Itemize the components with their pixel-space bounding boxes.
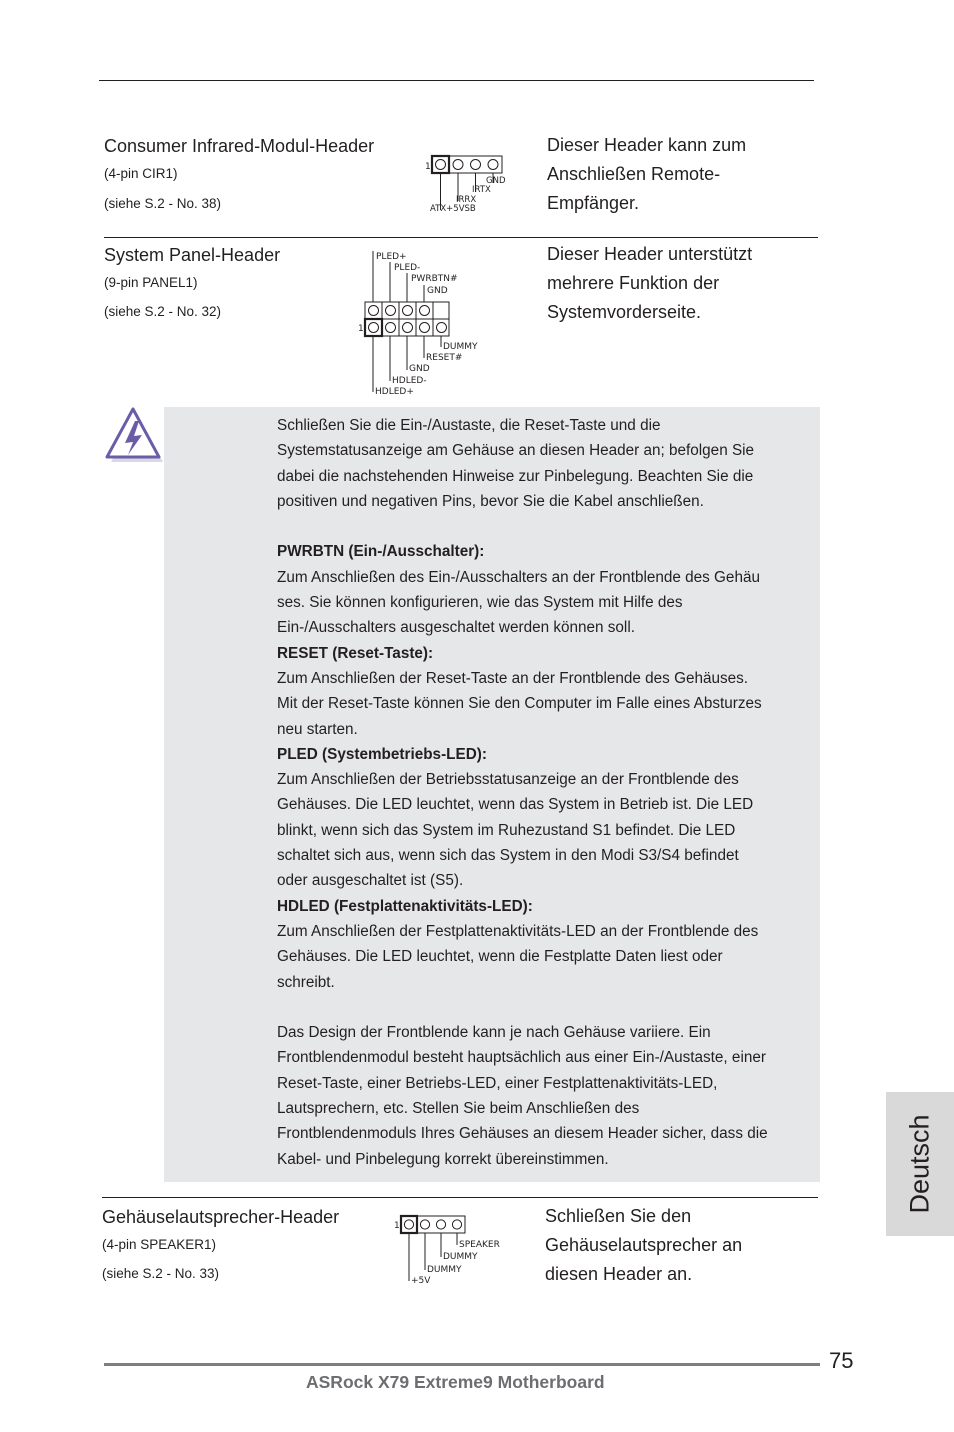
speaker-pin: [404, 1220, 413, 1229]
panel-pin: [386, 306, 396, 316]
panel-dummy-label: DUMMY: [443, 342, 478, 352]
note-line: Gehäuses. Die LED leuchtet, wenn das System in Betrieb ist. Die LED: [277, 796, 754, 814]
cir-pin1-label: 1: [425, 162, 431, 172]
note-line: Frontblendenmoduls Ihres Gehäuses an diesem Header sicher, dass die: [277, 1125, 768, 1143]
note-line: Ein-/Ausschalters ausgeschaltet werden können soll.: [277, 619, 635, 637]
panel-pin: [369, 306, 379, 316]
speaker-pin-block: [401, 1216, 465, 1233]
speaker-pin: [420, 1220, 429, 1229]
panel-pin: [403, 306, 413, 316]
panel-desc-line: mehrere Funktion der: [547, 273, 720, 293]
top-rule: [99, 80, 814, 81]
speaker-dummy-label: DUMMY: [443, 1252, 478, 1262]
note-line: Mit der Reset-Taste können Sie den Computer im Falle eines Absturzes: [277, 695, 762, 713]
note-line: Gehäuses. Die LED leuchtet, wenn die Festplatte Daten liest oder: [277, 948, 723, 966]
panel-pin: [420, 306, 430, 316]
speaker-pin: [452, 1220, 461, 1229]
panel-pin-count: (9-pin PANEL1): [104, 275, 198, 290]
panel-reset-label: RESET#: [426, 353, 463, 363]
speaker-pin1-marker: [401, 1216, 417, 1233]
note-text: [277, 413, 822, 1172]
cir-desc-line: Dieser Header kann zum: [547, 135, 747, 155]
cir-desc-line: Empfänger.: [547, 193, 640, 213]
cir-atx-label: ATX+5VSB: [430, 204, 476, 214]
note-line: [277, 514, 822, 539]
panel-pin: [386, 323, 396, 333]
note-line: Lautsprechern, etc. Stellen Sie beim Anschließen des: [277, 1100, 640, 1118]
note-line: Reset-Taste, einer Betriebs-LED, einer Festplattenaktivitäts-LED,: [277, 1074, 718, 1092]
cir-gnd-label: GND: [486, 176, 506, 186]
cir-pin-count: (4-pin CIR1): [104, 166, 178, 181]
speaker-pin-count: (4-pin SPEAKER1): [102, 1237, 217, 1252]
panel-pin: [403, 323, 413, 333]
cir-title: Consumer Infrared-Modul-Header: [104, 136, 375, 156]
speaker-title: Gehäuselautsprecher-Header: [102, 1207, 340, 1227]
cir-irtx-label: IRTX: [472, 185, 491, 195]
panel-pin: [437, 323, 447, 333]
note-heading: RESET (Reset-Taste):: [277, 644, 434, 662]
language-tab-label: Deutsch: [904, 1114, 935, 1214]
note-line: Zum Anschließen der Betriebsstatusanzeige an der Frontblende des: [277, 771, 739, 789]
speaker-speaker-label: SPEAKER: [459, 1240, 500, 1250]
panel-title: System Panel-Header: [104, 245, 281, 265]
note-line: dabei die nachstehenden Hinweise zur Pinbelegung. Beachten Sie die: [277, 467, 754, 485]
note-line: neu starten.: [277, 720, 358, 738]
speaker-dummy-label: DUMMY: [427, 1265, 462, 1275]
speaker-desc-line: Gehäuselautsprecher an: [545, 1235, 743, 1255]
panel-header-diagram: [357, 246, 487, 396]
note-line: Das Design der Frontblende kann je nach Gehäuse variiere. Ein: [277, 1024, 711, 1042]
panel-pled-minus-label: PLED-: [394, 263, 421, 273]
speaker-desc-line: diesen Header an.: [545, 1264, 693, 1284]
footer-title: ASRock X79 Extreme9 Motherboard: [306, 1372, 605, 1392]
note-line: schreibt.: [277, 973, 335, 991]
note-line: schaltet sich aus, wenn sich das System in den Modi S3/S4 befindet: [277, 847, 739, 865]
section-divider: [102, 1197, 818, 1198]
panel-gnd-top-label: GND: [427, 286, 448, 296]
note-line: positiven und negativen Pins, bevor Sie die Kabel anschließen.: [277, 492, 704, 510]
note-line: Frontblendenmodul besteht hauptsächlich aus einer Ein-/Austaste, einer: [277, 1049, 766, 1067]
speaker-pin1-label: 1: [394, 1221, 400, 1231]
panel-desc-line: Systemvorderseite.: [547, 302, 702, 322]
note-heading: HDLED (Festplattenaktivitäts-LED):: [277, 897, 533, 915]
cir-pin-block: [432, 156, 502, 173]
footer-rule: [104, 1363, 820, 1366]
cir-pin: [471, 160, 481, 170]
panel-desc-line: Dieser Header unterstützt: [547, 244, 753, 264]
panel-pin: [420, 323, 430, 333]
speaker-description: [545, 1202, 742, 1289]
warning-icon: [104, 405, 166, 465]
cir-pin1-marker: [432, 156, 449, 173]
cir-page-ref: (siehe S.2 - No. 38): [104, 196, 222, 211]
panel-gnd-bottom-label: GND: [409, 364, 430, 374]
panel-pin1-label: 1: [358, 324, 364, 334]
panel-page-ref: (siehe S.2 - No. 32): [104, 304, 222, 319]
speaker-desc-line: Schließen Sie den: [545, 1206, 692, 1226]
panel-hdled-minus-label: HDLED-: [392, 376, 427, 386]
note-line: Kabel- und Pinbelegung korrekt übereinstimmen.: [277, 1150, 609, 1168]
note-line: Zum Anschließen der Reset-Taste an der Frontblende des Gehäuses.: [277, 669, 749, 687]
note-line: Zum Anschließen der Festplattenaktivitäts-LED an der Frontblende des: [277, 922, 759, 940]
cir-desc-line: Anschließen Remote-: [547, 164, 721, 184]
speaker-page-ref: (siehe S.2 - No. 33): [102, 1266, 220, 1281]
panel-pwrbtn-label: PWRBTN#: [411, 274, 458, 284]
cir-pin: [436, 160, 446, 170]
language-tab: [886, 1092, 954, 1236]
note-line: oder ausgeschaltet ist (S5).: [277, 872, 464, 890]
speaker-header-diagram: [393, 1211, 505, 1287]
panel-hdled-plus-label: HDLED+: [375, 387, 414, 396]
page-number: 75: [829, 1348, 854, 1373]
note-line: Systemstatusanzeige am Gehäuse an diesen Header an; befolgen Sie: [277, 442, 755, 460]
panel-pin: [369, 323, 379, 333]
speaker-pin: [436, 1220, 445, 1229]
note-line: Zum Anschließen des Ein-/Ausschalters an der Frontblende des Gehäu: [277, 568, 760, 586]
note-line: blinkt, wenn sich das System im Ruhezustand S1 befindet. Die LED: [277, 821, 736, 839]
cir-description: [547, 131, 746, 218]
cir-irrx-label: IRRX: [456, 195, 477, 205]
note-line: ses. Sie können konfigurieren, wie das System mit Hilfe des: [277, 594, 683, 612]
note-heading: PWRBTN (Ein-/Ausschalter):: [277, 543, 485, 561]
panel-pled-plus-label: PLED+: [376, 252, 407, 262]
cir-header-diagram: [424, 152, 516, 216]
cir-pin: [488, 160, 498, 170]
note-line: [277, 995, 822, 1020]
speaker-5v-label: +5V: [411, 1276, 431, 1286]
note-heading: PLED (Systembetriebs-LED):: [277, 745, 487, 763]
panel-description: [547, 240, 752, 327]
cir-pin: [453, 160, 463, 170]
note-line: Schließen Sie die Ein-/Austaste, die Reset-Taste und die: [277, 417, 661, 434]
section-divider: [104, 237, 818, 238]
panel-pin1-marker: [365, 319, 382, 336]
